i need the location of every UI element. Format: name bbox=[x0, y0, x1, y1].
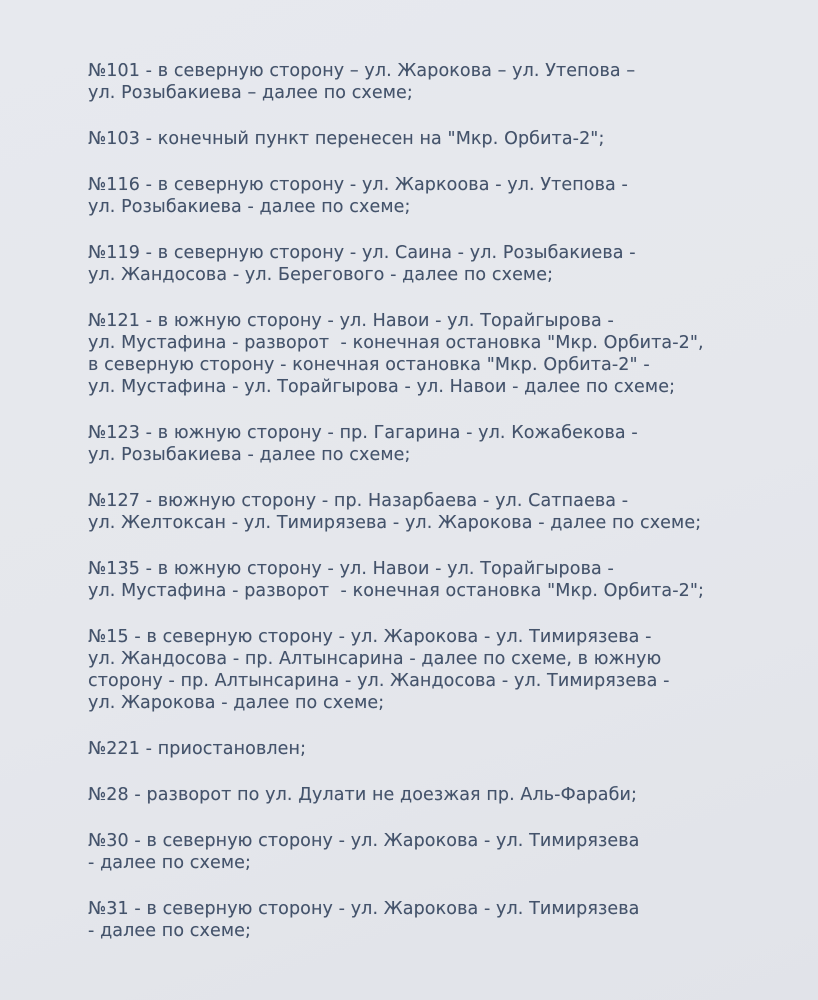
route-line: №221 - приостановлен; bbox=[88, 739, 307, 759]
route-line: сторону - пр. Алтынсарина - ул. Жандосова - ул. Тимирязева - bbox=[88, 671, 670, 691]
route-line: №103 - конечный пункт перенесен на "Мкр. Орбита-2"; bbox=[88, 129, 605, 149]
route-line: №123 - в южную сторону - пр. Гагарина - ул. Кожабекова - bbox=[88, 423, 638, 443]
route-116 bbox=[88, 174, 758, 218]
routes-list bbox=[88, 60, 758, 942]
route-line: №15 - в северную сторону - ул. Жарокова - ул. Тимирязева - bbox=[88, 627, 652, 647]
route-line: ул. Желтоксан - ул. Тимирязева - ул. Жарокова - далее по схеме; bbox=[88, 513, 702, 533]
route-103 bbox=[88, 128, 758, 150]
route-line: №101 - в северную сторону – ул. Жарокова – ул. Утепова – bbox=[88, 61, 636, 81]
route-30 bbox=[88, 830, 758, 874]
route-line: №30 - в северную сторону - ул. Жарокова - ул. Тимирязева bbox=[88, 831, 640, 851]
route-line: №116 - в северную сторону - ул. Жаркоова - ул. Утепова - bbox=[88, 175, 628, 195]
route-line: - далее по схеме; bbox=[88, 921, 252, 941]
route-line: ул. Розыбакиева - далее по схеме; bbox=[88, 445, 411, 465]
route-127 bbox=[88, 490, 758, 534]
route-line: №28 - разворот по ул. Дулати не доезжая пр. Аль-Фараби; bbox=[88, 785, 637, 805]
route-line: ул. Розыбакиева – далее по схеме; bbox=[88, 83, 413, 103]
route-line: ул. Мустафина - ул. Торайгырова - ул. Навои - далее по схеме; bbox=[88, 377, 676, 397]
route-15 bbox=[88, 626, 758, 714]
route-line: №127 - вюжную сторону - пр. Назарбаева - ул. Сатпаева - bbox=[88, 491, 629, 511]
route-31 bbox=[88, 898, 758, 942]
route-line: ул. Мустафина - разворот - конечная остановка "Мкр. Орбита-2", bbox=[88, 333, 704, 353]
route-line: - далее по схеме; bbox=[88, 853, 252, 873]
route-123 bbox=[88, 422, 758, 466]
route-119 bbox=[88, 242, 758, 286]
route-135 bbox=[88, 558, 758, 602]
route-221 bbox=[88, 738, 758, 760]
route-line: ул. Жандосова - ул. Берегового - далее по схеме; bbox=[88, 265, 554, 285]
route-line: ул. Жарокова - далее по схеме; bbox=[88, 693, 385, 713]
route-line: №135 - в южную сторону - ул. Навои - ул. Торайгырова - bbox=[88, 559, 614, 579]
route-line: ул. Жандосова - пр. Алтынсарина - далее по схеме, в южную bbox=[88, 649, 662, 669]
route-line: ул. Розыбакиева - далее по схеме; bbox=[88, 197, 411, 217]
route-line: №119 - в северную сторону - ул. Саина - ул. Розыбакиева - bbox=[88, 243, 636, 263]
route-121 bbox=[88, 310, 758, 398]
route-28 bbox=[88, 784, 758, 806]
route-line: ул. Мустафина - разворот - конечная остановка "Мкр. Орбита-2"; bbox=[88, 581, 705, 601]
route-line: №121 - в южную сторону - ул. Навои - ул. Торайгырова - bbox=[88, 311, 614, 331]
route-101 bbox=[88, 60, 758, 104]
route-line: №31 - в северную сторону - ул. Жарокова - ул. Тимирязева bbox=[88, 899, 640, 919]
route-line: в северную сторону - конечная остановка "Мкр. Орбита-2" - bbox=[88, 355, 650, 375]
